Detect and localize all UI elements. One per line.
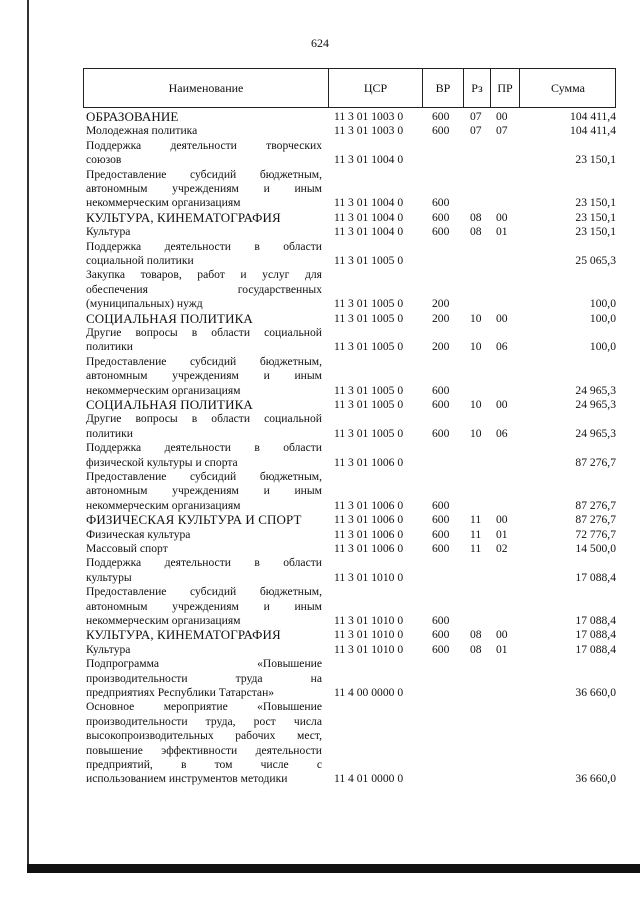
row-sum: 24 965,3 — [575, 398, 616, 411]
row-vr: 600 — [432, 613, 450, 627]
row-csr: 11 4 00 0000 0 — [334, 685, 404, 699]
row-name-line: Предоставление субсидий бюджетным, — [86, 167, 322, 181]
row-name-line: Предоставление субсидий бюджетным, — [86, 470, 322, 483]
row-csr: 11 3 01 1010 0 — [334, 628, 404, 642]
row-name-line: (муниципальных) нужд — [86, 297, 203, 311]
row-rz: 08 — [470, 642, 482, 656]
row-name-line: некоммерческим организациям — [86, 196, 241, 210]
table-row — [86, 700, 616, 786]
row-sum: 36 660,0 — [575, 685, 616, 699]
table-row — [86, 643, 616, 657]
row-csr: 11 3 01 1004 0 — [334, 210, 404, 224]
row-name-line: Поддержка деятельности в области — [86, 556, 322, 570]
row-name — [86, 643, 322, 657]
row-name — [86, 585, 322, 628]
row-sum: 87 276,7 — [575, 498, 616, 512]
row-name — [86, 700, 322, 786]
row-csr: 11 3 01 1006 0 — [334, 527, 404, 541]
row-sum: 100,0 — [589, 297, 616, 311]
row-name-line: СОЦИАЛЬНАЯ ПОЛИТИКА — [86, 397, 253, 412]
table-row — [86, 398, 616, 412]
row-pr: 01 — [496, 527, 508, 541]
row-pr: 07 — [496, 124, 508, 138]
row-pr: 01 — [496, 225, 508, 239]
table-row — [86, 139, 616, 168]
table-row — [86, 355, 616, 398]
row-csr: 11 3 01 1006 0 — [334, 542, 404, 555]
row-rz: 10 — [470, 340, 482, 354]
row-name-line: некоммерческим организациям — [86, 613, 241, 627]
header-sum: Сумма — [551, 81, 585, 95]
row-vr: 200 — [432, 311, 450, 325]
row-sum: 87 276,7 — [575, 455, 616, 469]
row-name-line: использованием инструментов методики — [86, 772, 288, 786]
row-name — [86, 225, 322, 239]
row-name-line: автономным учреждениям и иным — [86, 484, 322, 498]
row-csr: 11 3 01 1004 0 — [334, 153, 404, 167]
row-csr: 11 3 01 1005 0 — [334, 253, 404, 267]
row-pr: 06 — [496, 340, 508, 354]
row-name-line: автономным учреждениям и иным — [86, 599, 322, 613]
table-row — [86, 268, 616, 311]
row-name-line: политики — [86, 340, 133, 354]
row-csr: 11 3 01 1005 0 — [334, 383, 404, 397]
row-sum: 24 965,3 — [575, 383, 616, 397]
row-vr: 200 — [432, 340, 450, 354]
row-pr: 02 — [496, 542, 508, 555]
row-name-line: предприятиях Республики Татарстан» — [86, 685, 275, 699]
row-name-line: автономным учреждениям и иным — [86, 181, 322, 195]
row-name-line: Подпрограмма «Повышение — [86, 657, 322, 671]
row-name-line: высокопроизводительных рабочих мест, — [86, 729, 322, 743]
row-csr: 11 3 01 1006 0 — [334, 498, 404, 512]
row-pr: 00 — [496, 513, 508, 527]
row-name-line: некоммерческим организациям — [86, 498, 241, 512]
row-name — [86, 124, 322, 138]
table-row — [86, 542, 616, 556]
row-vr: 600 — [432, 225, 450, 239]
table-row — [86, 412, 616, 441]
row-csr: 11 3 01 1005 0 — [334, 311, 404, 325]
row-vr: 600 — [432, 383, 450, 397]
row-name-line: Поддержка деятельности творческих — [86, 138, 322, 152]
row-name-line: Другие вопросы в области социальной — [86, 326, 322, 339]
row-csr: 11 3 01 1010 0 — [334, 642, 404, 656]
row-csr: 11 3 01 1010 0 — [334, 570, 404, 584]
row-name-line: Поддержка деятельности в области — [86, 239, 322, 253]
row-name-line: союзов — [86, 153, 122, 167]
table-row — [86, 124, 616, 138]
row-name-line: предприятий, в том числе с — [86, 757, 322, 771]
row-rz: 08 — [470, 225, 482, 239]
row-csr: 11 3 01 1006 0 — [334, 513, 404, 527]
row-name — [86, 470, 322, 513]
row-sum: 23 150,1 — [575, 225, 616, 239]
table-row — [86, 528, 616, 542]
row-rz: 11 — [470, 527, 482, 541]
row-sum: 36 660,0 — [575, 772, 616, 786]
row-sum: 24 965,3 — [575, 426, 616, 440]
row-vr: 600 — [432, 642, 450, 656]
table-row — [86, 441, 616, 470]
row-name — [86, 139, 322, 168]
row-sum: 100,0 — [589, 340, 616, 354]
table-row — [86, 168, 616, 211]
row-name — [86, 398, 322, 412]
row-sum: 72 776,7 — [575, 527, 616, 541]
row-name-line: Массовый спорт — [86, 542, 168, 555]
row-name — [86, 326, 322, 355]
row-sum: 17 088,4 — [575, 613, 616, 627]
row-name — [86, 412, 322, 441]
row-name-line: Основное мероприятие «Повышение — [86, 700, 322, 714]
row-vr: 600 — [432, 210, 450, 224]
row-name — [86, 441, 322, 470]
row-pr: 00 — [496, 110, 508, 123]
row-rz: 08 — [470, 210, 482, 224]
row-name — [86, 110, 322, 124]
row-name-line: Культура — [86, 225, 131, 239]
row-rz: 11 — [470, 542, 482, 555]
header-rz: Рз — [471, 81, 483, 95]
row-sum: 23 150,1 — [575, 196, 616, 210]
row-csr: 11 3 01 1005 0 — [334, 297, 404, 311]
page-number: 624 — [311, 36, 329, 50]
row-name-line: производительности труда на — [86, 671, 322, 685]
header-csr: ЦСР — [363, 81, 388, 95]
table-row — [86, 513, 616, 527]
row-pr: 00 — [496, 210, 508, 224]
row-csr: 11 3 01 1003 0 — [334, 124, 404, 138]
row-name-line: КУЛЬТУРА, КИНЕМАТОГРАФИЯ — [86, 627, 281, 643]
row-vr: 600 — [432, 542, 450, 555]
table-row — [86, 556, 616, 585]
row-vr: 600 — [432, 527, 450, 541]
row-sum: 87 276,7 — [575, 513, 616, 527]
row-rz: 10 — [470, 311, 482, 325]
row-name-line: культуры — [86, 570, 132, 584]
row-name-line: повышение эффективности деятельности — [86, 743, 322, 757]
row-name — [86, 240, 322, 269]
row-name — [86, 268, 322, 311]
row-name-line: некоммерческим организациям — [86, 383, 241, 397]
row-sum: 14 500,0 — [575, 542, 616, 555]
row-name-line: ОБРАЗОВАНИЕ — [86, 109, 179, 124]
row-name-line: физической культуры и спорта — [86, 455, 238, 469]
table-row — [86, 628, 616, 642]
row-name — [86, 211, 322, 225]
header-vr: ВР — [435, 81, 451, 95]
row-name — [86, 312, 322, 326]
row-sum: 17 088,4 — [575, 570, 616, 584]
row-name — [86, 657, 322, 700]
row-name-line: обеспечения государственных — [86, 282, 322, 296]
row-csr: 11 4 01 0000 0 — [334, 772, 404, 786]
row-rz: 07 — [470, 110, 482, 123]
row-vr: 600 — [432, 124, 450, 138]
row-name-line: Физическая культура — [86, 527, 191, 541]
row-vr: 600 — [432, 513, 450, 527]
row-name — [86, 628, 322, 642]
row-name-line: Молодежная политика — [86, 124, 198, 138]
row-rz: 08 — [470, 628, 482, 642]
row-vr: 200 — [432, 297, 450, 311]
row-vr: 600 — [432, 196, 450, 210]
row-pr: 01 — [496, 642, 508, 656]
row-sum: 23 150,1 — [575, 153, 616, 167]
row-csr: 11 3 01 1004 0 — [334, 225, 404, 239]
row-sum: 17 088,4 — [575, 628, 616, 642]
row-name-line: Культура — [86, 642, 131, 656]
row-vr: 600 — [432, 498, 450, 512]
row-sum: 23 150,1 — [575, 210, 616, 224]
row-csr: 11 3 01 1003 0 — [334, 110, 404, 123]
row-vr: 600 — [432, 426, 450, 440]
row-name-line: Другие вопросы в области социальной — [86, 412, 322, 426]
row-name — [86, 355, 322, 398]
row-csr: 11 3 01 1006 0 — [334, 455, 404, 469]
row-name-line: Предоставление субсидий бюджетным, — [86, 585, 322, 599]
table-row — [86, 657, 616, 700]
row-csr: 11 3 01 1004 0 — [334, 196, 404, 210]
row-csr: 11 3 01 1005 0 — [334, 426, 404, 440]
row-name-line: производительности труда, рост числа — [86, 714, 322, 728]
row-rz: 07 — [470, 124, 482, 138]
row-name — [86, 556, 322, 585]
row-name-line: СОЦИАЛЬНАЯ ПОЛИТИКА — [86, 310, 253, 326]
table-row — [86, 211, 616, 225]
table-row — [86, 240, 616, 269]
header-name: Наименование — [168, 81, 244, 95]
row-name-line: Предоставление субсидий бюджетным, — [86, 354, 322, 368]
row-vr: 600 — [432, 628, 450, 642]
row-pr: 00 — [496, 628, 508, 642]
row-csr: 11 3 01 1005 0 — [334, 398, 404, 411]
row-pr: 00 — [496, 398, 508, 411]
row-csr: 11 3 01 1005 0 — [334, 340, 404, 354]
row-name — [86, 528, 322, 542]
row-name-line: Закупка товаров, работ и услуг для — [86, 268, 322, 282]
row-rz: 10 — [470, 398, 482, 411]
row-name-line: автономным учреждениям и иным — [86, 369, 322, 383]
table-row — [86, 585, 616, 628]
table-row — [86, 110, 616, 124]
row-name-line: Поддержка деятельности в области — [86, 441, 322, 455]
row-name-line: ФИЗИЧЕСКАЯ КУЛЬТУРА И СПОРТ — [86, 512, 302, 528]
table-row — [86, 470, 616, 513]
row-pr: 06 — [496, 426, 508, 440]
row-name — [86, 168, 322, 211]
row-sum: 100,0 — [589, 311, 616, 325]
row-name — [86, 513, 322, 527]
row-csr: 11 3 01 1010 0 — [334, 613, 404, 627]
scan-left-edge — [27, 0, 29, 873]
row-sum: 104 411,4 — [570, 110, 616, 123]
row-name — [86, 542, 322, 556]
scan-bottom-border — [27, 864, 640, 873]
row-vr: 600 — [432, 398, 450, 411]
row-sum: 25 065,3 — [575, 253, 616, 267]
row-sum: 17 088,4 — [575, 642, 616, 656]
row-rz: 10 — [470, 426, 482, 440]
table-row — [86, 326, 616, 355]
row-name-line: социальной политики — [86, 253, 194, 267]
row-pr: 00 — [496, 311, 508, 325]
row-rz: 11 — [470, 513, 482, 527]
table-row — [86, 312, 616, 326]
row-name-line: политики — [86, 426, 133, 440]
header-pr: ПР — [497, 81, 513, 95]
row-name-line: КУЛЬТУРА, КИНЕМАТОГРАФИЯ — [86, 209, 281, 225]
row-sum: 104 411,4 — [570, 124, 616, 138]
row-vr: 600 — [432, 110, 450, 123]
table-row — [86, 225, 616, 239]
